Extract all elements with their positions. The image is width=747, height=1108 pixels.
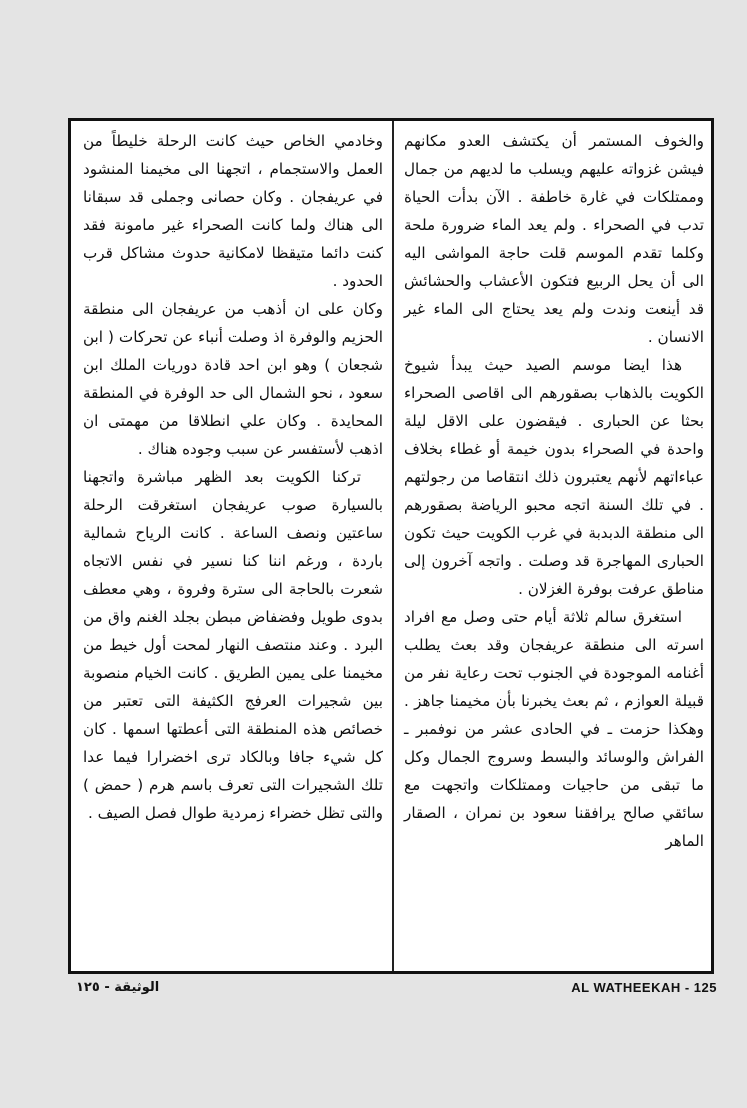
paragraph: وخادمي الخاص حيث كانت الرحلة خليطاً من العمل والاستجمام ، اتجهنا الى مخيمنا المنشود في عريفجان . وكان حصانى وجملى قد سبقانا الى هناك ولما كانت الصحراء غير مامونة فقد كنت دائما متيقظا لامكانية حدوث مشاكل قرب الحدود . — [83, 132, 383, 290]
page-footer — [76, 980, 717, 1000]
article-column-left — [83, 127, 383, 827]
paragraph: تركنا الكويت بعد الظهر مباشرة واتجهنا بالسيارة صوب عريفجان استغرقت الرحلة ساعتين ونصف الساعة . كانت الرياح شمالية باردة ، ورغم اننا كنا نسير في نفس الاتجاه شعرت بالحاجة الى سترة وفروة ، وهي معطف بدوى طويل وفضفاض مبطن بجلد الغنم واق من البرد . وعند منتصف النهار لمحت أول خيط من مخيمنا على يمين الطريق . كانت الخيام منصوبة بين شجيرات العرفج الكثيفة التى تعتبر من خصائص هذه المنطقة التى أعطتها اسمها . كان كل شيء جافا وبالكاد ترى اخضرارا فيما عدا تلك الشجيرات التى تعرف باسم هرم ( حمض ) والتى تظل خضراء زمردية طوال فصل الصيف . — [83, 468, 383, 822]
paragraph: استغرق سالم ثلاثة أيام حتى وصل مع افراد اسرته الى منطقة عريفجان وقد بعث يطلب أغنامه الموجودة في الجنوب تحت رعاية نفر من قبيلة العوازم ، ثم بعث يخبرنا بأن مخيمنا جاهز . وهكذا حزمت ـ في الحادى عشر من نوفمبر ـ الفراش والوسائد والبسط وسروج الجمال وكل ما تبقى من حاجيات وممتلكات واتجهت مع سائقي صالح يرافقنا سعود بن نمران ، الصقار الماهر — [404, 608, 704, 850]
column-divider — [392, 121, 394, 971]
article-column-right — [404, 127, 704, 855]
folio-english: AL WATHEEKAH - 125 — [571, 980, 717, 995]
paragraph: والخوف المستمر أن يكتشف العدو مكانهم فيشن غزواته عليهم ويسلب ما لديهم من جمال وممتلكات في غارة خاطفة . الآن بدأت الحياة تدب في الصحراء . ولم يعد الماء ضرورة ملحة وكلما تقدم الموسم قلت حاجة المواشى اليه الى أن يحل الربيع فتكون الأعشاب والحشائش قد أينعت وندت ولم يعد يحتاج الى الماء غير الانسان . — [404, 132, 704, 346]
paragraph: هذا ايضا موسم الصيد حيث يبدأ شيوخ الكويت بالذهاب بصقورهم الى اقاصى الصحراء بحثا عن الحبارى . فيقضون على الاقل ليلة واحدة في الصحراء بدون خيمة أو غطاء بخلاف عباءاتهم لأنهم يعتبرون ذلك انتقاصا من رجولتهم . في تلك السنة اتجه محبو الرياضة بصقورهم الى منطقة الدبدبة في غرب الكويت حيث تكون الحبارى المهاجرة قد وصلت . واتجه آخرون إلى مناطق عرفت بوفرة الغزلان . — [404, 356, 704, 598]
magazine-page — [68, 118, 714, 974]
folio-arabic: الوثيقة - ١٢٥ — [76, 980, 160, 995]
paragraph: وكان على ان أذهب من عريفجان الى منطقة الحزيم والوفرة اذ وصلت أنباء عن تحركات ( ابن شجعان ) وهو ابن احد قادة دوريات الملك ابن سعود ، نحو الشمال الى حد الوفرة في المنطقة المحايدة . وكان علي انطلاقا من مهمتى ان اذهب لأستفسر عن سبب وجوده هناك . — [83, 300, 383, 458]
